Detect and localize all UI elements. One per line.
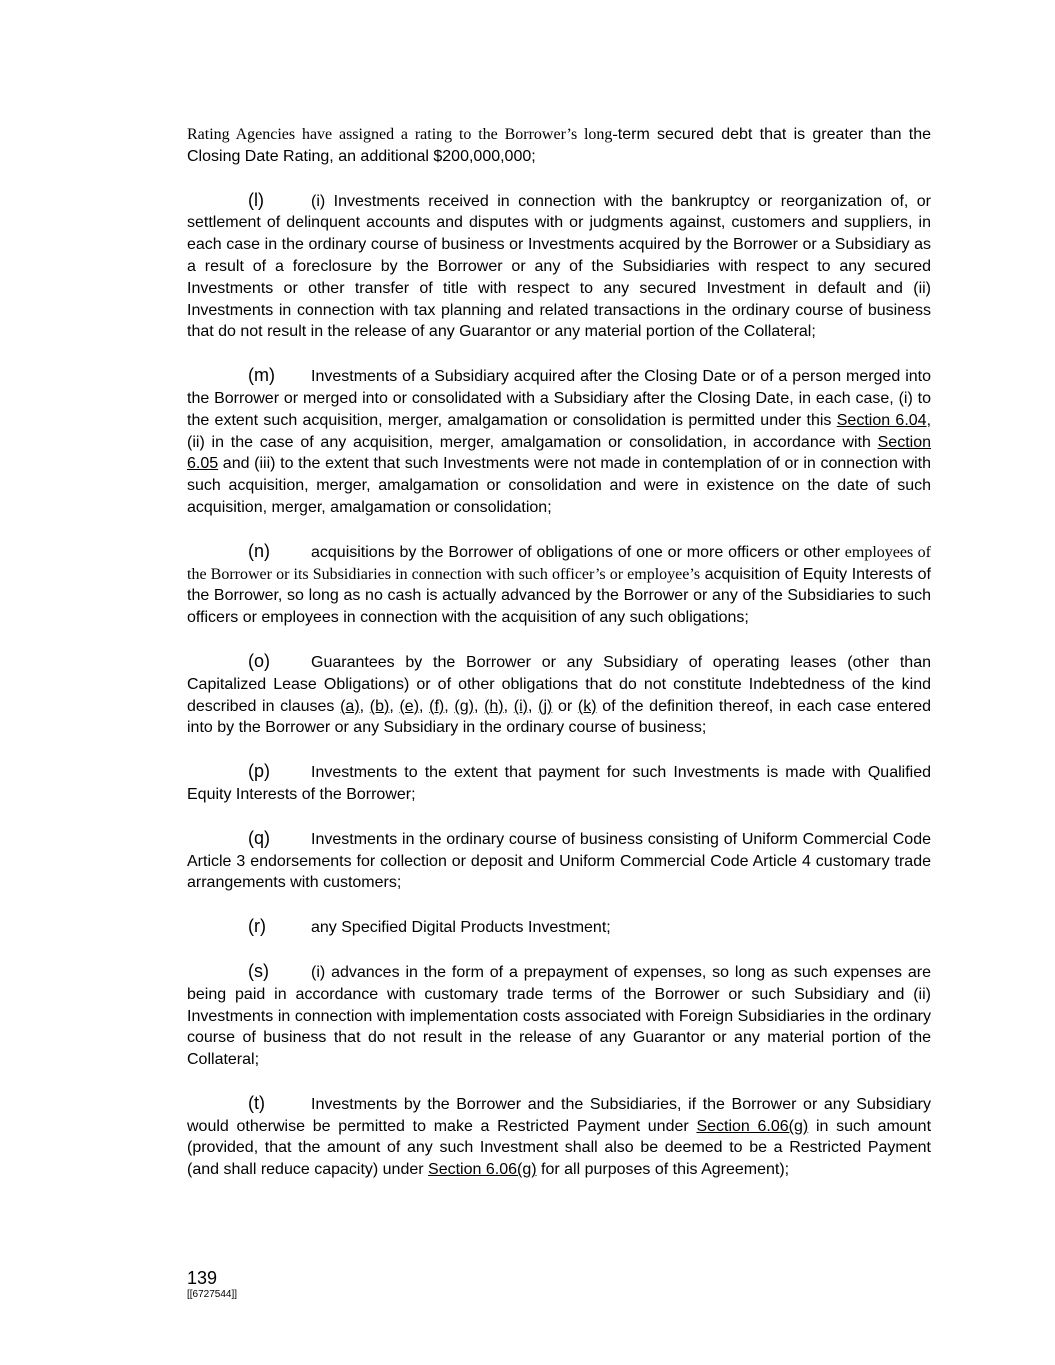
clause-label-q: (q)	[248, 827, 270, 848]
intro-lead-text: Rating Agencies have assigned a rating to the Borrower’s long-	[187, 126, 618, 143]
clause-separator: ,	[527, 697, 539, 715]
paragraph-n	[187, 541, 931, 629]
clause-ref-f[interactable]: (f)	[429, 697, 445, 715]
clause-text-n-part2: employees of the Borrower or its Subsidiaries in connection with such officer’s or employee’s	[187, 543, 931, 583]
clause-separator: ,	[503, 697, 514, 715]
clause-ref-e[interactable]: (e)	[399, 697, 420, 715]
document-id: [[6727544]]	[187, 1289, 238, 1300]
clause-or-word: or	[552, 697, 578, 715]
section-6-06g-link-second[interactable]: Section 6.06(g)	[428, 1161, 537, 1179]
clause-label-o: (o)	[248, 650, 270, 671]
clause-ref-g[interactable]: (g)	[454, 697, 474, 715]
paragraph-t	[187, 1093, 931, 1181]
clause-ref-j[interactable]: (j)	[538, 697, 553, 715]
document-body	[187, 124, 931, 1203]
clause-text-q: Investments in the ordinary course of business consisting of Uniform Commercial Code Article 3 endorsements for collection or deposit and Uniform Commercial Code Article 4 customary trade arrangements with customers;	[187, 830, 931, 892]
clause-label-p: (p)	[248, 761, 270, 782]
paragraph-o	[187, 651, 931, 739]
paragraph-r	[187, 916, 931, 939]
page-number: 139	[187, 1268, 218, 1288]
clause-ref-h[interactable]: (h)	[484, 697, 504, 715]
clause-text-n-part1: acquisitions by the Borrower of obligations of one or more officers or other	[311, 543, 845, 561]
paragraph-q	[187, 828, 931, 894]
clause-label-n: (n)	[248, 540, 270, 561]
clause-ref-k[interactable]: (k)	[577, 697, 597, 715]
page-footer	[187, 1267, 237, 1301]
clause-text-t-part2: in such amount (provided, that the amount of any such Investment shall also be deemed to be a Restricted Payment (and shall reduce capacity) under	[187, 1117, 932, 1179]
clause-text-p: Investments to the extent that payment for such Investments is made with Qualified Equity Interests of the Borrower;	[187, 764, 931, 803]
clause-text-m-part1: Investments of a Subsidiary acquired after the Closing Date or of a person merged into the Borrower or merged into or consolidated with a Subsidiary after the Closing Date, in each case, (i) to the extent such acquisition, merger, amalgamation or consolidation is permitted under this	[187, 368, 931, 429]
section-6-06g-link[interactable]: Section 6.06(g)	[696, 1117, 809, 1135]
clause-text-o-part1: Guarantees by the Borrower or any Subsidiary of operating leases (other than Capitalized Lease Obligations) or of other obligations that do not constitute Indebtedness of the kind described in clauses	[187, 653, 931, 715]
clause-ref-i[interactable]: (i)	[513, 697, 528, 715]
clause-text-s: (i) advances in the form of a prepayment of expenses, so long as such expenses are being paid in accordance with customary trade terms of the Borrower or such Subsidiary and (ii) Investments in connection with implementation costs associated with Foreign Subsidiaries in the ordinary course of business that do not result in the release of any Guarantor or any material portion of the Collateral;	[187, 963, 931, 1069]
clause-separator: ,	[419, 697, 430, 715]
clause-ref-b[interactable]: (b)	[369, 697, 390, 715]
clause-text-r: any Specified Digital Products Investment;	[311, 919, 611, 937]
clause-text-t-part3: for all purposes of this Agreement);	[536, 1161, 790, 1179]
paragraph-m	[187, 365, 931, 519]
clause-label-s: (s)	[248, 960, 269, 981]
paragraph-s	[187, 961, 931, 1071]
clause-separator: ,	[473, 697, 485, 715]
clause-text-m-part2: , (ii) in the case of any acquisition, merger, amalgamation or consolidation, in accordance with	[187, 411, 932, 451]
paragraph-l	[187, 190, 931, 344]
clause-text-l: (i) Investments received in connection with the bankruptcy or reorganization of, or settlement of delinquent accounts and disputes with or judgments against, customers and suppliers, in each case in the ordinary course of business or Investments acquired by the Borrower or a Subsidiary as a result of a foreclosure by the Borrower or any of the Subsidiaries with respect to any secured Investments or other transfer of title with respect to any secured Investment in default and (ii) Investments in connection with tax planning and related transactions in the ordinary course of business that do not result in the release of any Guarantor or any material portion of the Collateral;	[187, 192, 931, 341]
clause-text-n-part3: acquisition of Equity Interests of the Borrower, so long as no cash is actually advanced by the Borrower or any of the Subsidiaries to such officers or employees in connection with the acquisition of any such obligations;	[187, 565, 932, 627]
paragraph-intro	[187, 124, 931, 168]
clause-label-l: (l)	[248, 189, 264, 210]
clause-text-m-part3: and (iii) to the extent that such Investments were not made in contemplation of or in connection with such acquisition, merger, amalgamation or consolidation and were in existence on the date of such acquisition, merger, amalgamation or consolidation;	[187, 455, 931, 516]
clause-label-t: (t)	[248, 1092, 265, 1113]
section-6-04-link[interactable]: Section 6.04	[836, 411, 927, 429]
clause-separator: ,	[359, 697, 370, 715]
clause-label-r: (r)	[248, 916, 266, 937]
intro-rest-text: term secured debt that is greater than the Closing Date Rating, an additional $200,000,000;	[187, 126, 932, 165]
clause-text-t-part1: Investments by the Borrower and the Subsidiaries, if the Borrower or any Subsidiary would otherwise be permitted to make a Restricted Payment under	[187, 1095, 931, 1135]
clause-label-m: (m)	[248, 365, 275, 386]
clause-text-o-part2: of the definition thereof, in each case entered into by the Borrower or any Subsidiary in the ordinary course of business;	[187, 697, 932, 737]
paragraph-p	[187, 761, 931, 806]
section-6-05-link[interactable]: Section 6.05	[187, 433, 931, 473]
clause-ref-a[interactable]: (a)	[340, 697, 360, 715]
clause-separator: ,	[389, 697, 400, 715]
clause-separator: ,	[444, 697, 455, 715]
